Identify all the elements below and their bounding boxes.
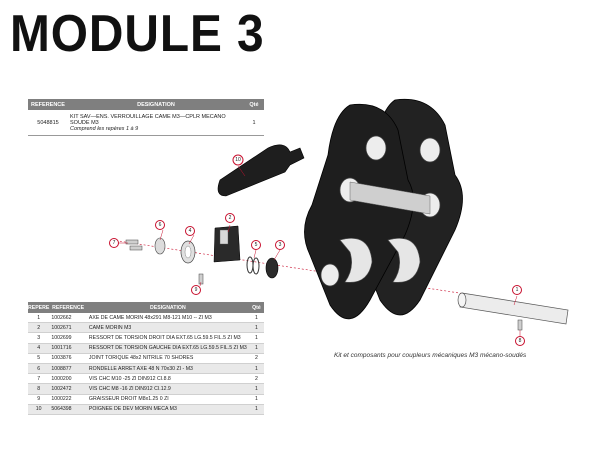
- row-reference: 1002472: [49, 384, 87, 394]
- kit-reference: 5048815: [28, 110, 68, 136]
- row-reference: 1000222: [49, 394, 87, 404]
- row-repere: 3: [28, 333, 49, 343]
- svg-text:1: 1: [515, 287, 519, 293]
- lever-handle-part: [218, 145, 304, 196]
- row-qte: 1: [249, 394, 264, 404]
- row-designation: RESSORT DE TORSION GAUCHE DIA EXT.65 LG.59.5 FIL.5 ZI M3: [87, 343, 249, 353]
- row-designation: AXE DE CAME MORIN 48x291 M8-121 M10 -- ZI M3: [87, 313, 249, 323]
- kit-header-qte: Qté: [244, 99, 264, 110]
- row-designation: GRAISSEUR DROIT M8x1.25 0 ZI: [87, 394, 249, 404]
- svg-text:9: 9: [194, 287, 198, 293]
- screw-part: [130, 246, 142, 250]
- row-reference: 1003876: [49, 353, 87, 363]
- row-qte: 1: [249, 343, 264, 353]
- svg-text:10: 10: [235, 157, 241, 163]
- row-qte: 2: [249, 353, 264, 363]
- washer-part: [155, 238, 165, 254]
- row-repere: 2: [28, 323, 49, 333]
- row-designation: VIS CHC M10 -25 ZI DIN912 CI.8.8: [87, 374, 249, 384]
- svg-text:5: 5: [254, 242, 258, 248]
- cam-detail: [220, 230, 228, 244]
- callout-8: [516, 337, 525, 346]
- callout-9: [192, 286, 201, 295]
- parts-header-qte: Qté: [249, 302, 264, 313]
- kit-designation: KIT SAV—ENS. VERROUILLAGE CAME M3—CPLR MECANO SOUDE M3: [70, 113, 226, 126]
- row-reference: 1001716: [49, 343, 87, 353]
- row-repere: 1: [28, 313, 49, 323]
- axle-end: [458, 293, 466, 307]
- svg-text:2: 2: [228, 215, 232, 221]
- row-reference: 5064398: [49, 404, 87, 414]
- row-reference: 1002699: [49, 333, 87, 343]
- callout-1: [513, 286, 522, 295]
- kit-designation-note: Comprend les repères 1 à 9: [70, 125, 139, 132]
- row-designation: VIS CHC M8 -16 ZI DIN912 CI.12.9: [87, 384, 249, 394]
- o-ring-part: [247, 257, 253, 273]
- callout-5: [252, 241, 261, 250]
- row-qte: 1: [249, 363, 264, 373]
- row-repere: 5: [28, 353, 49, 363]
- callout-3: [276, 241, 285, 250]
- lower-boss: [321, 264, 339, 286]
- row-reference: 1008877: [49, 363, 87, 373]
- row-qte: 1: [249, 313, 264, 323]
- row-repere: 9: [28, 394, 49, 404]
- row-repere: 6: [28, 363, 49, 373]
- svg-text:3: 3: [278, 242, 282, 248]
- parts-header-repere: REPERE: [28, 302, 49, 313]
- callout-4: [186, 227, 195, 236]
- row-designation: POIGNEE DE DEV MORIN MECA M3: [87, 404, 249, 414]
- row-qte: 1: [249, 323, 264, 333]
- kit-qte: 1: [244, 110, 264, 136]
- callout-7: [110, 239, 119, 248]
- row-repere: 7: [28, 374, 49, 384]
- kit-header-reference: REFERENCE: [28, 99, 68, 110]
- kit-header-designation: DESIGNATION: [68, 99, 244, 110]
- row-designation: RONDELLE ARRET AXE 48 N 70x30 ZI - M3: [87, 363, 249, 373]
- spring-right-part: [266, 258, 278, 278]
- row-qte: 2: [249, 374, 264, 384]
- row-designation: JOINT TORIQUE 48x2 NITRILE 70 SHORES: [87, 353, 249, 363]
- callout-2: [226, 214, 235, 223]
- screw-8-part: [518, 320, 522, 330]
- row-qte: 1: [249, 404, 264, 414]
- svg-text:6: 6: [158, 222, 162, 228]
- parts-header-designation: DESIGNATION: [87, 302, 249, 313]
- row-reference: 1002662: [49, 313, 87, 323]
- row-reference: 1000200: [49, 374, 87, 384]
- row-repere: 4: [28, 343, 49, 353]
- row-qte: 1: [249, 333, 264, 343]
- row-designation: RESSORT DE TORSION DROIT DIA EXT.65 LG.59.5 FIL.5 ZI M3: [87, 333, 249, 343]
- svg-text:8: 8: [518, 338, 522, 344]
- drawing-caption: Kit et composants pour coupleurs mécaniques M3 mécano-soudés: [334, 352, 527, 359]
- callout-6: [156, 221, 165, 230]
- svg-text:4: 4: [188, 228, 192, 234]
- svg-text:7: 7: [112, 240, 116, 246]
- parts-header-reference: REFERENCE: [49, 302, 87, 313]
- row-reference: 1002671: [49, 323, 87, 333]
- o-ring-part: [253, 258, 259, 274]
- top-pin-right: [420, 138, 440, 162]
- row-repere: 8: [28, 384, 49, 394]
- screw-part: [126, 240, 138, 244]
- row-repere: 10: [28, 404, 49, 414]
- page-title: MODULE 3: [10, 5, 265, 63]
- row-qte: 1: [249, 384, 264, 394]
- callout-10: [233, 155, 243, 165]
- row-designation: CAME MORIN M3: [87, 323, 249, 333]
- axle-part: [460, 293, 568, 324]
- coupler-body: [304, 99, 462, 319]
- top-pin-left: [366, 136, 386, 160]
- spring-left-bore: [185, 246, 191, 258]
